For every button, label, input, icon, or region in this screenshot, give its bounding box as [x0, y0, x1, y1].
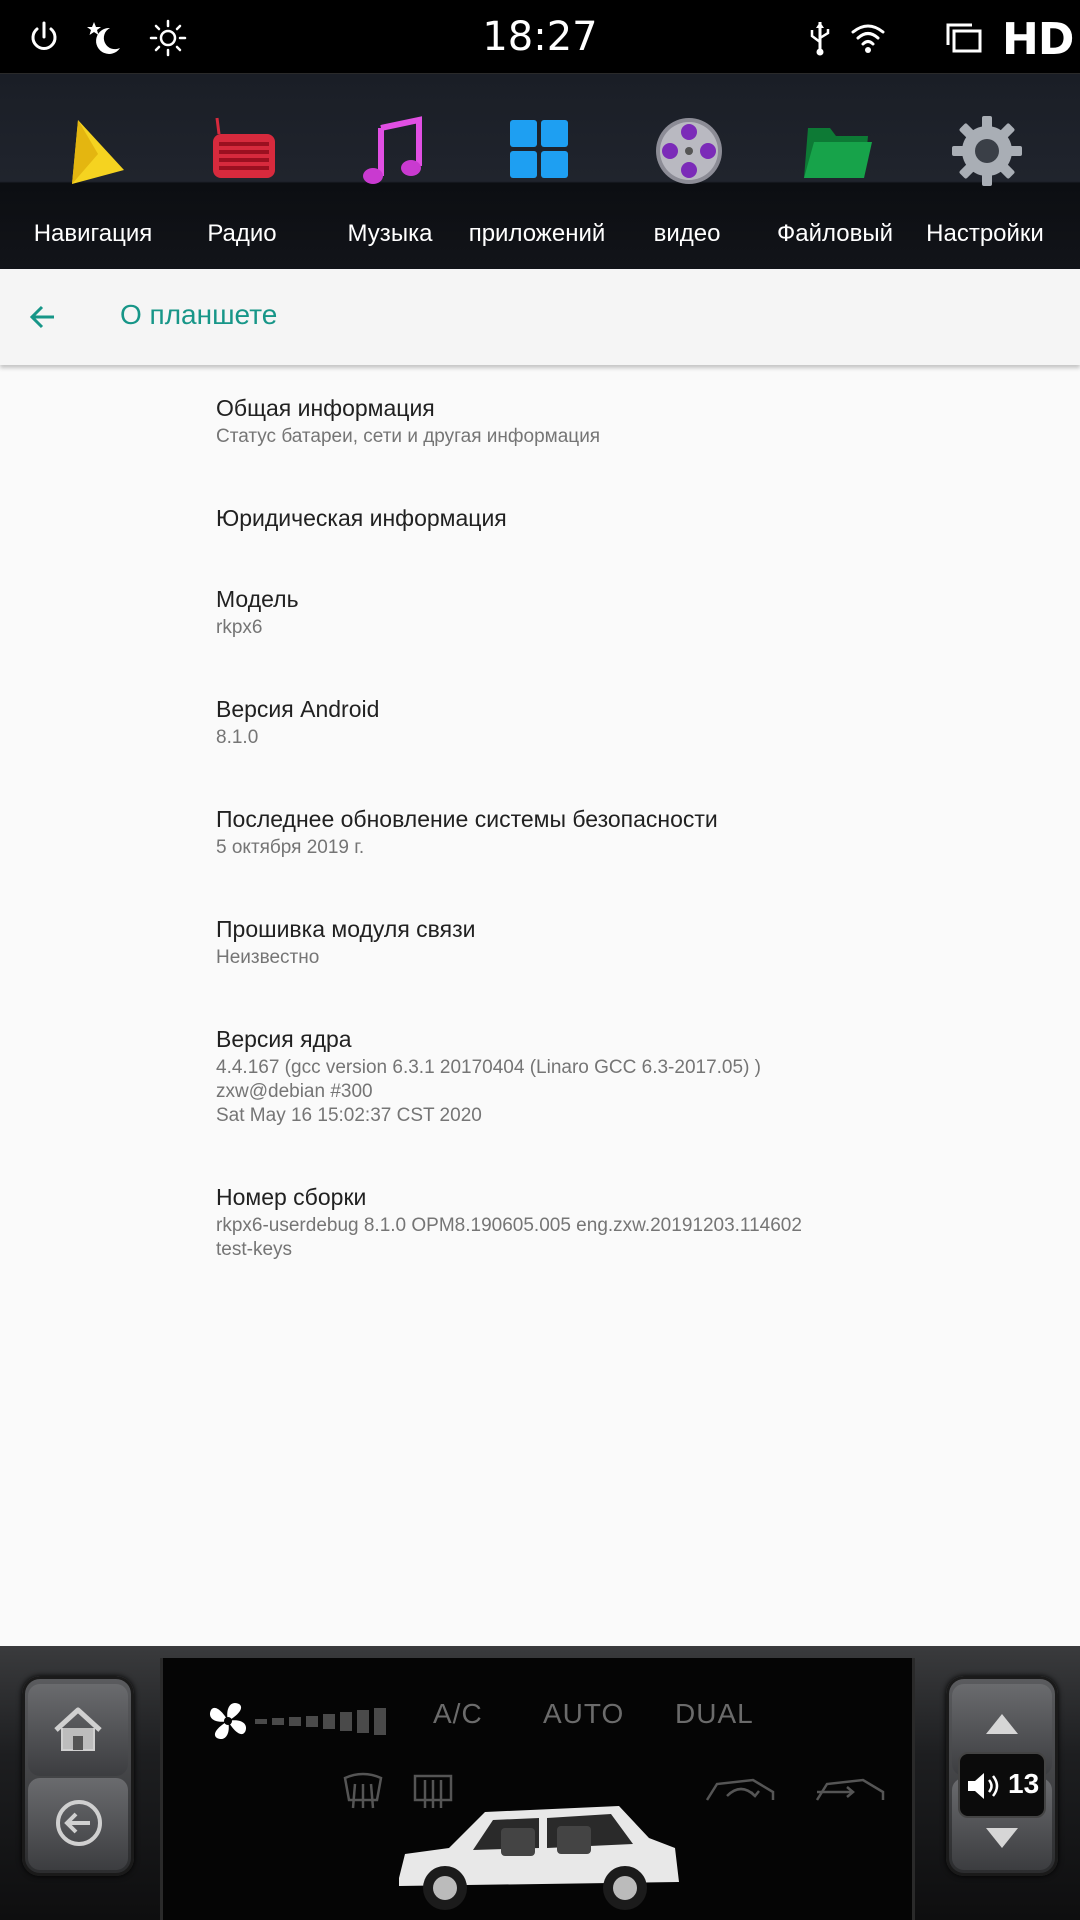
volume-indicator [958, 1752, 1046, 1818]
speaker-icon [966, 1770, 1004, 1802]
pref-title: Версия Android [216, 696, 380, 722]
app-label: Настройки [926, 220, 1044, 247]
brightness-icon[interactable] [148, 18, 188, 58]
power-icon[interactable] [24, 18, 64, 58]
pref-summary: Неизвестно [216, 947, 320, 968]
app-label: Файловый [776, 220, 894, 247]
video-icon [652, 114, 726, 188]
pref-title: Юридическая информация [216, 505, 507, 531]
pref-summary: 4.4.167 (gcc version 6.3.1 20170404 (Linaro GCC 6.3-2017.05) ) zxw@debian #300 Sat May 16 15:02:37 CST 2020 [216, 1057, 761, 1126]
status-bar [0, 0, 1080, 74]
chevron-up-icon [982, 1708, 1022, 1738]
ac-toggle[interactable]: A/C [433, 1698, 483, 1729]
left-control-panel [22, 1676, 134, 1876]
pref-general-info[interactable] [216, 393, 1036, 449]
navigation-icon [58, 114, 132, 188]
pref-summary: 5 октября 2019 г. [216, 837, 365, 858]
pref-title: Общая информация [216, 395, 435, 421]
fan-speed-bars[interactable] [255, 1698, 395, 1744]
pref-summary: rkpx6-userdebug 8.1.0 OPM8.190605.005 eng.zxw.20191203.114602 test-keys [216, 1215, 802, 1260]
night-mode-icon[interactable] [86, 18, 126, 58]
climate-bar [0, 1646, 1080, 1920]
app-label: Музыка [347, 220, 433, 247]
toolbar [0, 269, 1080, 365]
usb-icon [800, 18, 840, 58]
car-image [389, 1798, 689, 1916]
climate-display [160, 1658, 915, 1920]
back-arrow-icon[interactable] [22, 295, 66, 339]
app-label: приложений [468, 220, 606, 247]
fresh-air-icon[interactable] [813, 1770, 889, 1810]
pref-legal-info[interactable] [216, 503, 1036, 533]
dual-toggle[interactable]: DUAL [675, 1698, 754, 1729]
pref-kernel-version[interactable] [216, 1024, 1036, 1128]
app-video[interactable] [612, 74, 762, 269]
air-recirculation-icon[interactable] [703, 1770, 779, 1810]
rear-defrost-icon[interactable] [341, 1770, 385, 1810]
home-icon [52, 1704, 104, 1756]
page-title: О планшете [120, 299, 278, 330]
app-apps[interactable] [462, 74, 612, 269]
app-files[interactable] [760, 74, 910, 269]
pref-summary: 8.1.0 [216, 727, 259, 748]
back-circle-icon [54, 1798, 104, 1848]
fan-icon[interactable] [205, 1698, 251, 1744]
pref-title: Версия ядра [216, 1026, 352, 1052]
radio-icon [207, 114, 281, 188]
recent-apps-icon[interactable] [944, 18, 984, 58]
volume-level: 13 [1008, 1768, 1040, 1799]
apps-icon [502, 114, 576, 188]
app-settings[interactable] [910, 74, 1060, 269]
pref-title: Прошивка модуля связи [216, 916, 476, 942]
pref-summary: rkpx6 [216, 617, 263, 638]
pref-security-patch[interactable] [216, 804, 1036, 860]
chevron-down-icon [982, 1824, 1022, 1854]
back-button[interactable] [28, 1778, 128, 1870]
auto-toggle[interactable]: AUTO [543, 1698, 625, 1729]
app-label: видео [653, 220, 721, 247]
music-icon [355, 114, 429, 188]
hd-label: HD [1002, 14, 1074, 65]
wifi-icon [848, 18, 888, 58]
pref-title: Последнее обновление системы безопасности [216, 806, 718, 832]
pref-title: Номер сборки [216, 1184, 367, 1210]
app-label: Навигация [33, 220, 153, 247]
folder-icon [800, 114, 874, 188]
pref-summary: Статус батареи, сети и другая информация [216, 426, 601, 447]
app-music[interactable] [315, 74, 465, 269]
home-button[interactable] [28, 1684, 128, 1776]
pref-model[interactable] [216, 584, 1036, 640]
pref-title: Модель [216, 586, 299, 612]
app-navigation[interactable] [18, 74, 168, 269]
pref-baseband[interactable] [216, 914, 1036, 970]
pref-android-version[interactable] [216, 694, 1036, 750]
settings-icon [950, 114, 1024, 188]
clock: 18:27 [482, 14, 598, 60]
app-dock [0, 74, 1080, 269]
settings-page [0, 269, 1080, 1646]
app-label: Радио [207, 220, 277, 247]
app-radio[interactable] [167, 74, 317, 269]
pref-build-number[interactable] [216, 1182, 1036, 1262]
